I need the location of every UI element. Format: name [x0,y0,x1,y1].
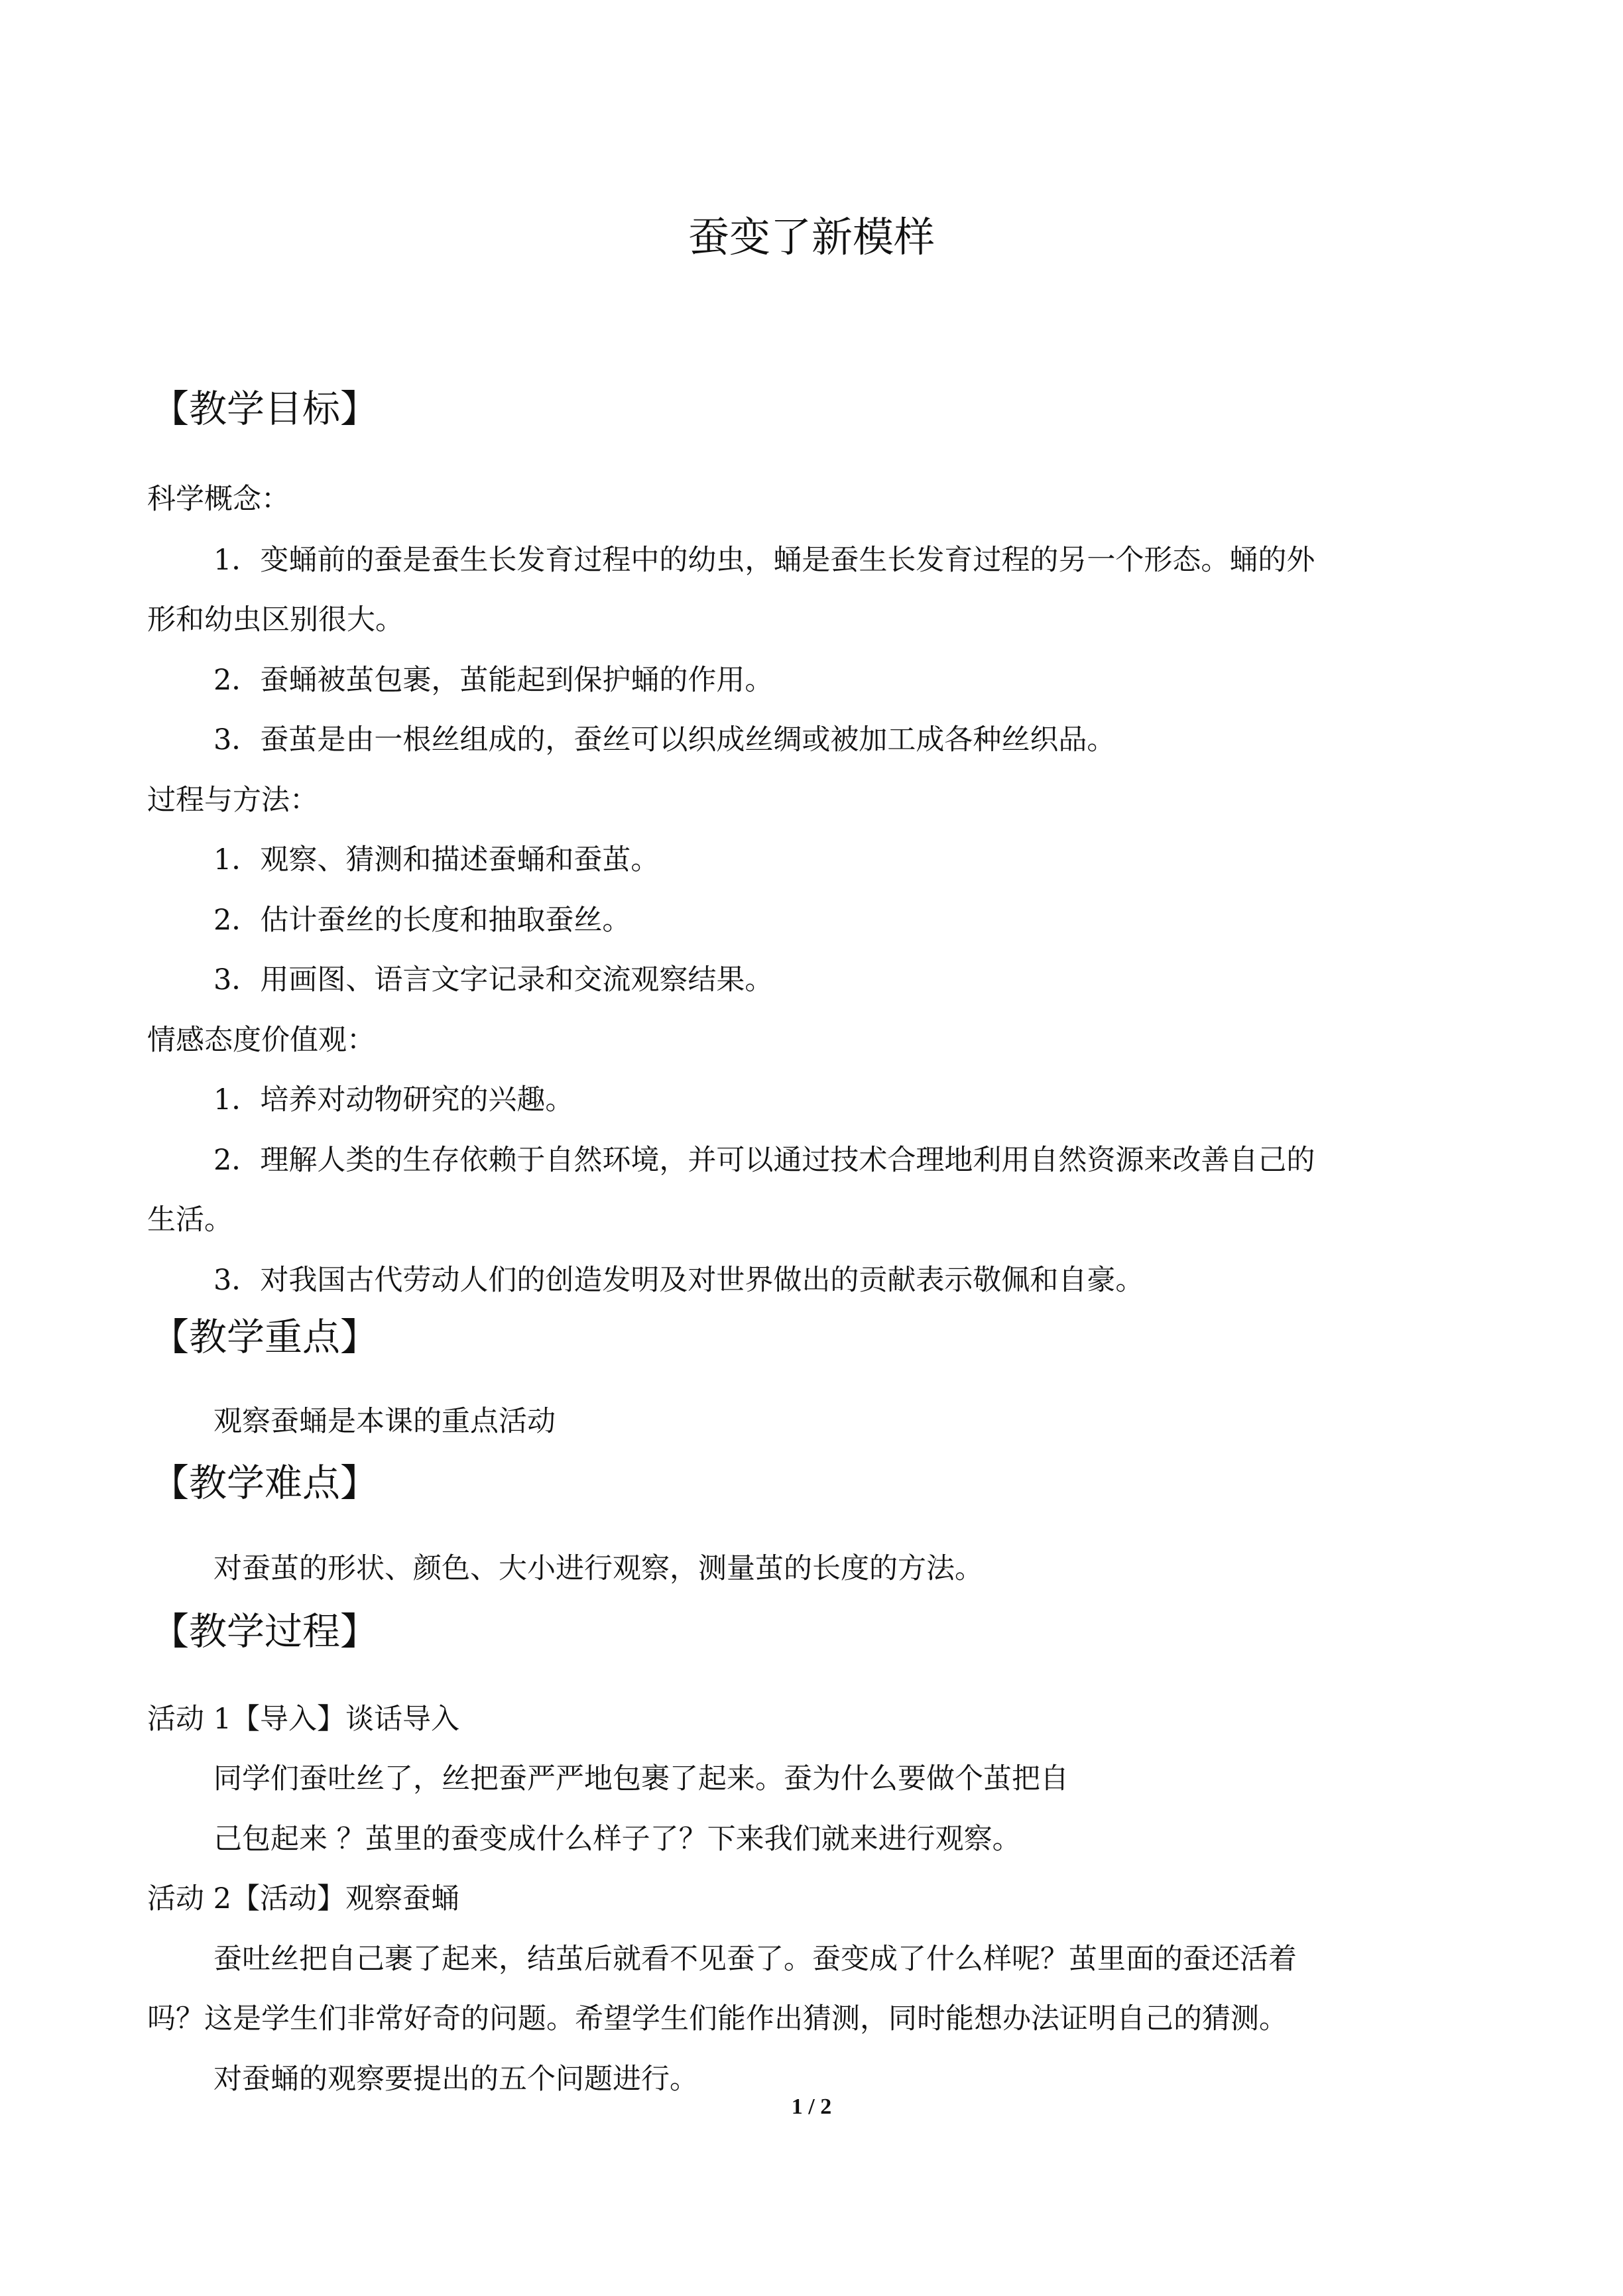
key-points-heading: 【教学重点】 [151,1315,378,1359]
text-line: 3．用画图、语言文字记录和交流观察结果。 [213,963,774,997]
text-line: 蚕吐丝把自己裹了起来，结茧后就看不见蚕了。蚕变成了什么样呢？茧里面的蚕还活着 [213,1943,1297,1976]
text-line: 生活。 [147,1203,233,1237]
text-line: 1．观察、猜测和描述蚕蛹和蚕茧。 [213,843,660,876]
text-line: 2．蚕蛹被茧包裹，茧能起到保护蛹的作用。 [213,664,774,697]
text-line: 情感态度价值观： [147,1024,375,1057]
document-title: 蚕变了新模样 [688,213,935,261]
text-line: 2．理解人类的生存依赖于自然环境，并可以通过技术合理地利用自然资源来改善自己的 [213,1144,1315,1177]
text-line: 对蚕蛹的观察要提出的五个问题进行。 [213,2063,698,2096]
text-line: 1．培养对动物研究的兴趣。 [213,1083,574,1117]
text-line: 3．蚕茧是由一根丝组成的，蚕丝可以织成丝绸或被加工成各种丝织品。 [213,723,1116,756]
text-line: 同学们蚕吐丝了，丝把蚕严严地包裹了起来。蚕为什么要做个茧把自 [213,1762,1069,1795]
text-line: 科学概念： [147,483,290,516]
text-line: 3．对我国古代劳动人们的创造发明及对世界做出的贡献表示敬佩和自豪。 [213,1264,1144,1297]
page-number: 1 / 2 [791,2094,832,2119]
text-line: 过程与方法： [147,784,318,817]
text-line: 对蚕茧的形状、颜色、大小进行观察，测量茧的长度的方法。 [213,1552,983,1585]
text-line: 吗？这是学生们非常好奇的问题。希望学生们能作出猜测，同时能想办法证明自己的猜测。 [147,2002,1288,2035]
difficulties-heading: 【教学难点】 [151,1461,378,1505]
text-line: 活动 2【活动】观察蚕蛹 [147,1882,460,1915]
text-line: 活动 1【导入】谈话导入 [147,1703,460,1736]
objectives-heading: 【教学目标】 [151,387,378,431]
text-line: 己包起来 ？茧里的蚕变成什么样子了？下来我们就来进行观察。 [213,1823,1021,1856]
process-heading: 【教学过程】 [151,1610,378,1654]
text-line: 观察蚕蛹是本课的重点活动 [213,1405,556,1438]
text-line: 1．变蛹前的蚕是蚕生长发育过程中的幼虫，蛹是蚕生长发育过程的另一个形态。蛹的外 [213,544,1315,577]
text-line: 形和幼虫区别很大。 [147,603,404,636]
text-line: 2．估计蚕丝的长度和抽取蚕丝。 [213,904,631,937]
